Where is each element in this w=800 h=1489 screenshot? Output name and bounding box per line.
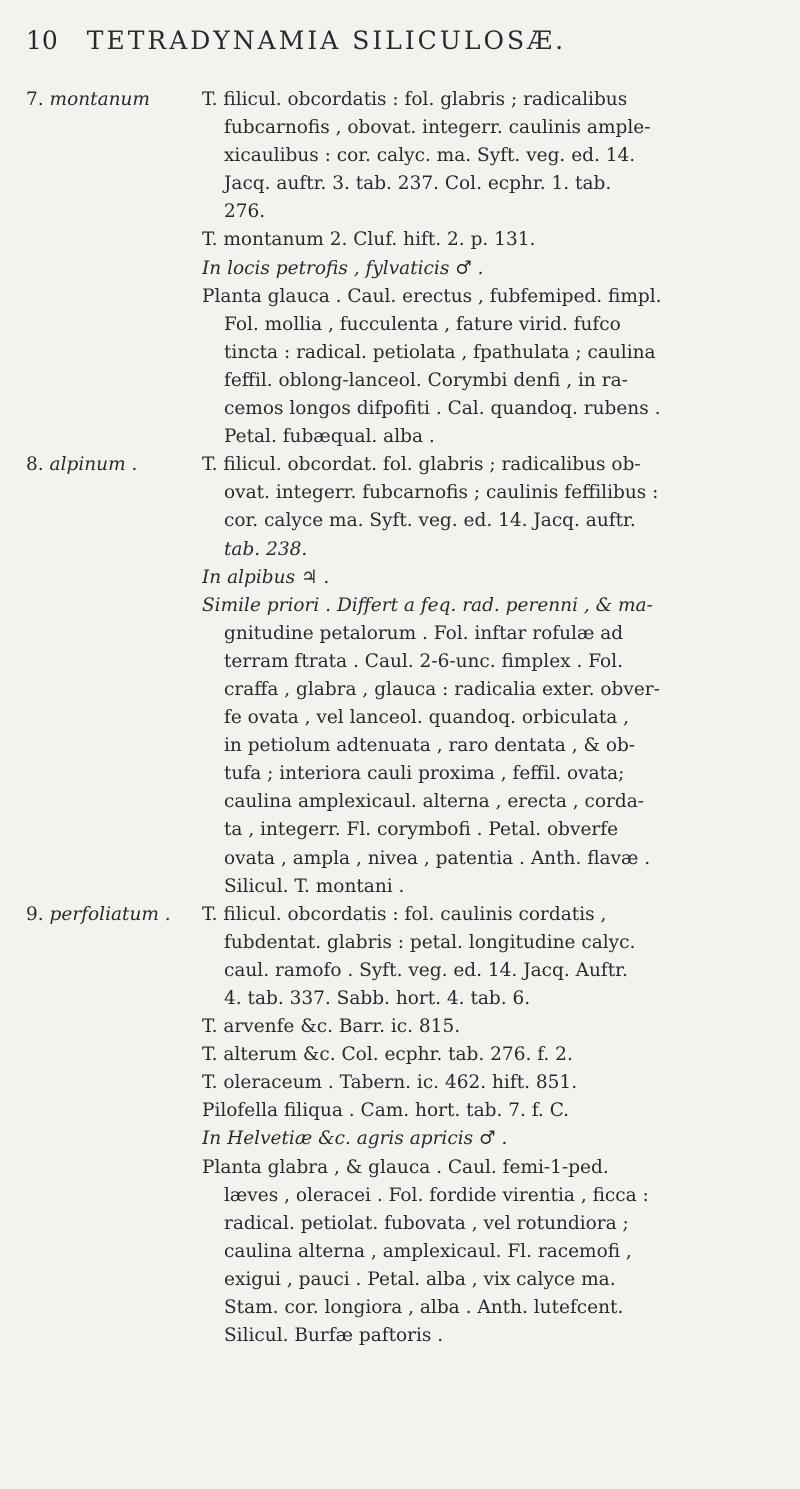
text-line: exigui , pauci . Petal. alba , vix calyce ma. (224, 1268, 616, 1290)
species-name: alpinum . (49, 454, 138, 476)
species-number: 9. (26, 903, 44, 925)
text-line: Stam. cor. longiora , alba . Anth. lutefcent. (224, 1297, 624, 1319)
text-line: gnitudine petalorum . Fol. inftar rofulæ ad (224, 622, 624, 644)
text-line: cor. calyce ma. Syft. veg. ed. 14. Jacq. auftr. (224, 510, 636, 532)
text-line: terram ftrata . Caul. 2-6-unc. fimplex . Fol. (224, 650, 623, 672)
species-name: perfoliatum . (49, 903, 171, 925)
text-line: Planta glabra , & glauca . Caul. femi-1-ped. (202, 1156, 609, 1178)
text-line: Jacq. auftr. 3. tab. 237. Col. ecphr. 1. tab. (224, 173, 612, 195)
text-line: fubcarnofis , obovat. integerr. caulinis ample- (224, 117, 651, 139)
text-line: 276. (224, 201, 266, 223)
species-entry (26, 86, 794, 451)
species-label (26, 86, 202, 114)
text-line: radical. petiolat. fubovata , vel rotundiora ; (224, 1212, 629, 1234)
text-line: T. montanum 2. Cluf. hift. 2. p. 131. (202, 229, 536, 251)
text-line: Silicul. Burfæ paftoris . (224, 1325, 444, 1347)
text-line: In locis petrofis , fylvaticis ♂ . (202, 257, 484, 279)
text-line: In alpibus ♃ . (202, 566, 330, 588)
text-line: Planta glauca . Caul. erectus , fubfemiped. fimpl. (202, 285, 662, 307)
text-line: caulina amplexicaul. alterna , erecta , corda- (224, 791, 645, 813)
text-line: caul. ramofo . Syft. veg. ed. 14. Jacq. Auftr. (224, 959, 628, 981)
text-line: fubdentat. glabris : petal. longitudine calyc. (224, 931, 636, 953)
text-line: In Helvetiæ &c. agris apricis ♂ . (202, 1128, 508, 1150)
text-line: cemos longos difpofiti . Cal. quandoq. rubens . (224, 398, 661, 420)
text-line: ta , integerr. Fl. corymbofi . Petal. obverfe (224, 819, 619, 841)
text-line: caulina alterna , amplexicaul. Fl. racemofi , (224, 1240, 632, 1262)
text-line: Silicul. T. montani . (224, 875, 405, 897)
text-line: tincta : radical. petiolata , fpathulata ; caulina (224, 341, 656, 363)
text-line: feffil. oblong-lanceol. Corymbi denfi , in ra- (224, 369, 628, 391)
text-line: Pilofella filiqua . Cam. hort. tab. 7. f. C. (202, 1100, 570, 1122)
text-line: tab. 238. (224, 538, 308, 560)
text-line: Fol. mollia , fucculenta , fature virid. fufco (224, 313, 621, 335)
text-line: fe ovata , vel lanceol. quandoq. orbiculata , (224, 707, 630, 729)
text-line: tufa ; interiora cauli proxima , feffil. ovata; (224, 763, 625, 785)
species-entries (26, 86, 794, 1350)
text-line: in petiolum adtenuata , raro dentata , & ob- (224, 735, 636, 757)
text-line: ovat. integerr. fubcarnofis ; caulinis feffilibus : (224, 482, 659, 504)
species-description (202, 86, 794, 451)
text-line: Simile priori . Differt a feq. rad. perenni , & ma- (202, 594, 653, 616)
species-entry (26, 901, 794, 1351)
species-number: 7. (26, 89, 44, 110)
species-label (26, 451, 202, 479)
text-line: T. oleraceum . Tabern. ic. 462. hift. 851. (202, 1072, 578, 1094)
text-line: læves , oleracei . Fol. fordide virentia , ficca : (224, 1184, 649, 1206)
text-line: xicaulibus : cor. calyc. ma. Syft. veg. ed. 14. (224, 145, 636, 167)
species-label (26, 901, 202, 929)
species-name: montanum (49, 89, 150, 110)
text-line: T. arvenfe &c. Barr. ic. 815. (202, 1016, 461, 1038)
text-line: Petal. fubæqual. alba . (224, 426, 435, 448)
species-description (202, 901, 794, 1351)
species-entry (26, 451, 794, 901)
text-line: craffa , glabra , glauca : radicalia exter. obver- (224, 678, 660, 700)
page-title: TETRADYNAMIA SILICULOSÆ. (86, 26, 567, 55)
text-line: ovata , ampla , nivea , patentia . Anth. flavæ . (224, 847, 651, 869)
text-line: T. filicul. obcordatis : fol. caulinis cordatis , (202, 903, 607, 925)
species-number: 8. (26, 454, 44, 476)
text-line: 4. tab. 337. Sabb. hort. 4. tab. 6. (224, 988, 531, 1009)
page-number: 10 (26, 26, 58, 55)
text-line: T. alterum &c. Col. ecphr. tab. 276. f. 2. (202, 1044, 573, 1066)
running-head (26, 26, 786, 55)
text-line: T. filicul. obcordatis : fol. glabris ; radicalibus (202, 89, 628, 110)
species-description (202, 451, 794, 901)
text-line: T. filicul. obcordat. fol. glabris ; radicalibus ob- (202, 454, 641, 476)
